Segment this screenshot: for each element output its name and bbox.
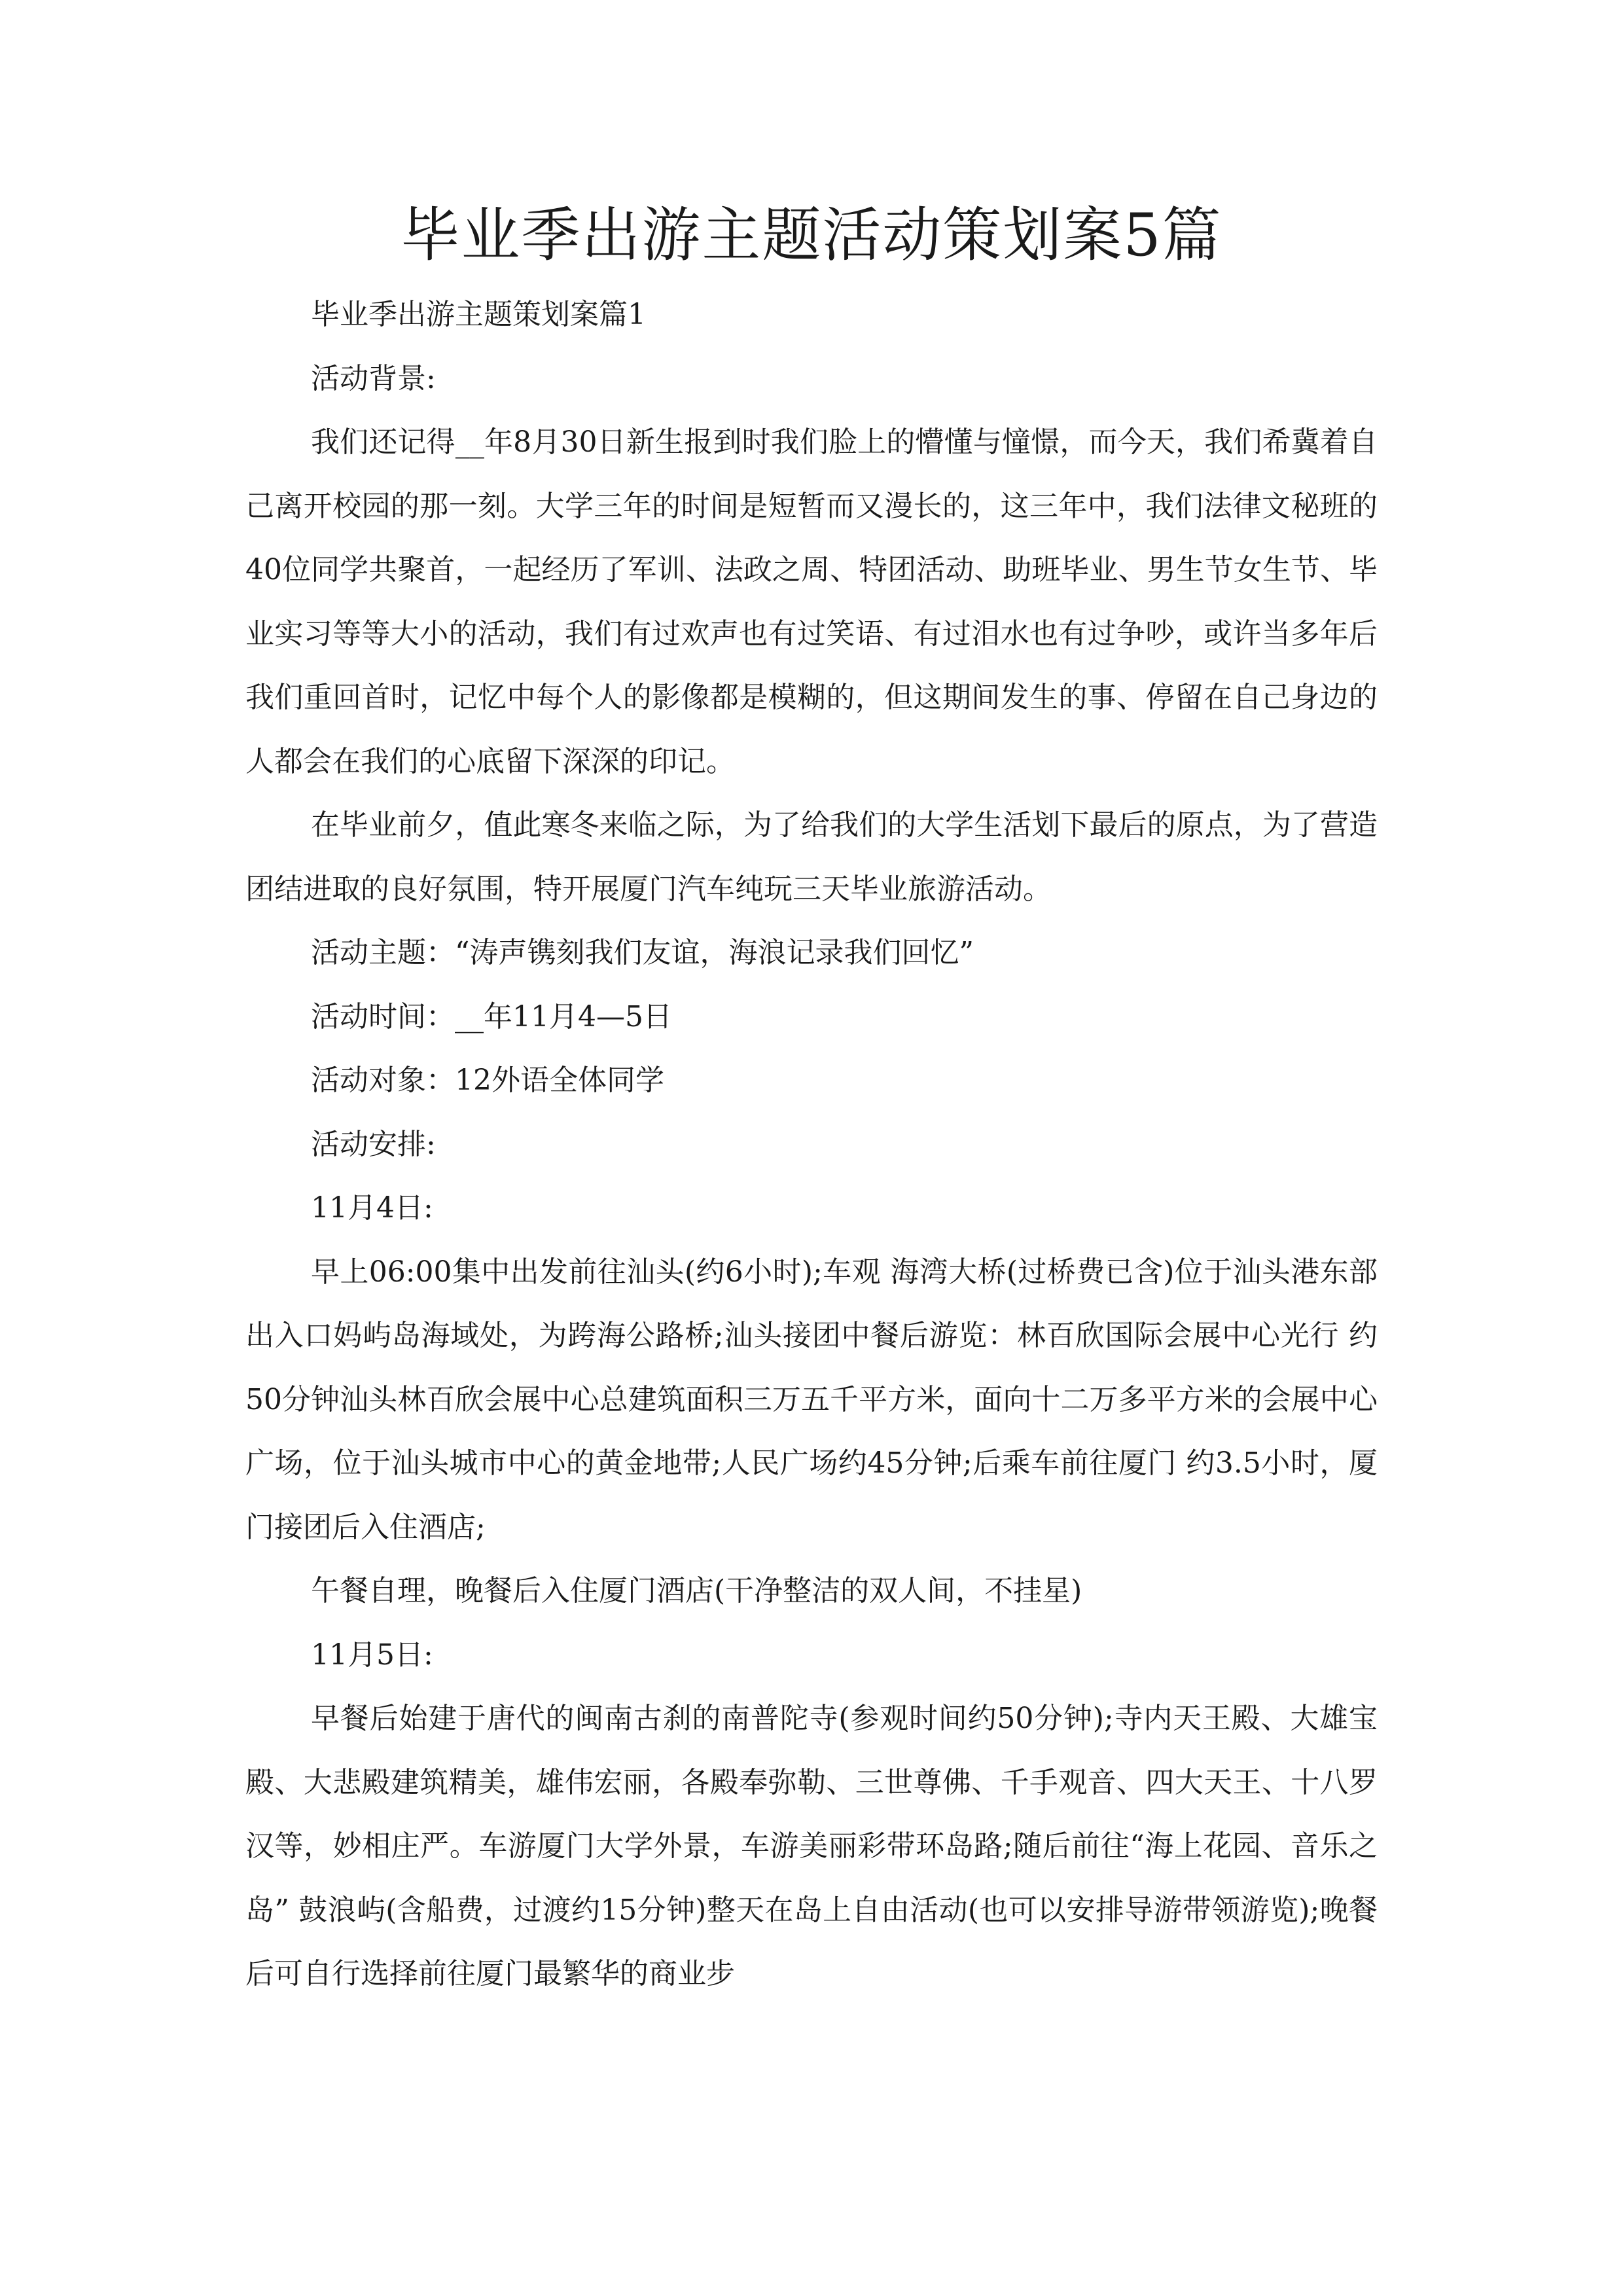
activity-theme: 活动主题：“涛声镌刻我们友谊，海浪记录我们回忆” — [311, 936, 974, 969]
activity-time: 活动时间：__年11月4—5日 — [311, 999, 672, 1033]
day-2-itinerary: 早餐后始建于唐代的闽南古刹的南普陀寺(参观时间约50分钟);寺内天王殿、大雄宝殿、大悲殿建筑精美，雄伟宏丽，各殿奉弥勒、三世尊佛、千手观音、四大天王、十八罗汉等，妙相庄严。车游厦门大学外景，车游美丽彩带环岛路;随后前往“海上花园、音乐之岛” 鼓浪屿(含船费，过渡约15分钟)整天在岛上自由活动(也可以安排导游带领游览);晚餐后可自行选择前往厦门最繁华的商业步 — [245, 1702, 1378, 1990]
activity-target: 活动对象：12外语全体同学 — [311, 1064, 664, 1097]
section-heading: 毕业季出游主题策划案篇1 — [311, 298, 646, 331]
paragraph-purpose: 在毕业前夕，值此寒冬来临之际，为了给我们的大学生活划下最后的原点，为了营造团结进取的良好氛围，特开展厦门汽车纯玩三天毕业旅游活动。 — [245, 808, 1378, 906]
document-body — [245, 283, 1378, 2006]
paragraph-background: 我们还记得__年8月30日新生报到时我们脸上的懵懂与憧憬，而今天，我们希冀着自己离开校园的那一刻。大学三年的时间是短暂而又漫长的，这三年中，我们法律文秘班的40位同学共聚首，一起经历了军训、法政之周、特团活动、助班毕业、男生节女生节、毕业实习等等大小的活动，我们有过欢声也有过笑语、有过泪水也有过争吵，或许当多年后我们重回首时，记忆中每个人的影像都是模糊的，但这期间发生的事、停留在自己身边的人都会在我们的心底留下深深的印记。 — [245, 425, 1378, 778]
day-1-itinerary: 早上06:00集中出发前往汕头(约6小时);车观 海湾大桥(过桥费已含)位于汕头港东部出入口妈屿岛海域处，为跨海公路桥;汕头接团中餐后游览：林百欣国际会展中心光行 约50分钟汕头林百欣会展中心总建筑面积三万五千平方米，面向十二万多平方米的会展中心广场，位于汕头城市中心的黄金地带;人民广场约45分钟;后乘车前往厦门 约3.5小时，厦门接团后入住酒店; — [245, 1255, 1378, 1544]
day-1-meals: 午餐自理，晚餐后入住厦门酒店(干净整洁的双人间，不挂星) — [311, 1574, 1082, 1607]
day-1-heading: 11月4日: — [311, 1191, 433, 1225]
day-2-heading: 11月5日: — [311, 1638, 433, 1672]
document-title: 毕业季出游主题活动策划案5篇 — [401, 201, 1222, 270]
label-schedule: 活动安排: — [311, 1127, 436, 1161]
label-background: 活动背景: — [311, 361, 436, 395]
